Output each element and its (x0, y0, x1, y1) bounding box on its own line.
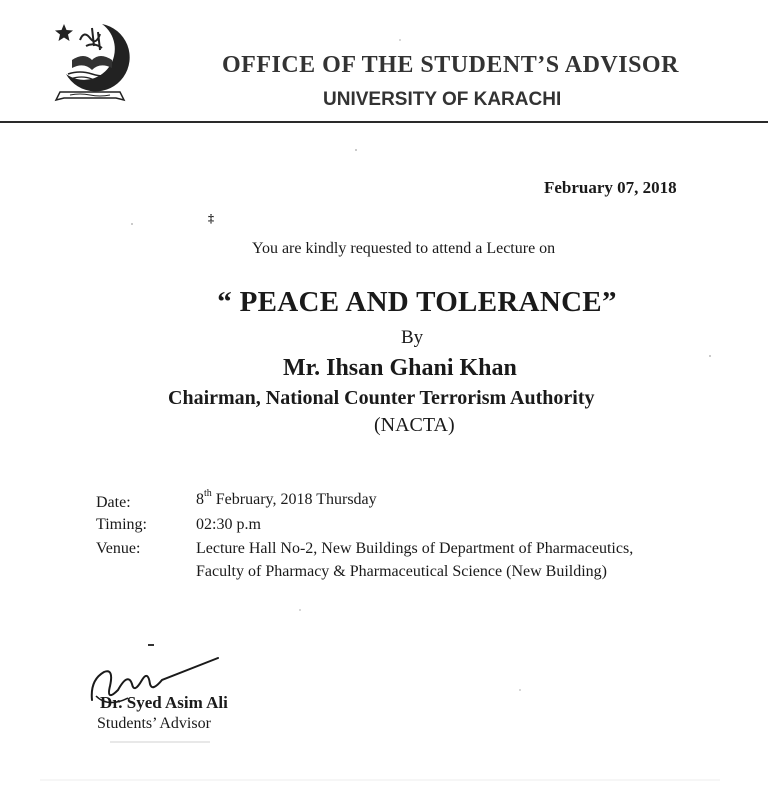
date-suffix: th (204, 488, 212, 499)
office-heading: OFFICE OF THE STUDENT’S ADVISOR (222, 52, 679, 78)
venue-line-1: Lecture Hall No-2, New Buildings of Department of Pharmaceutics, (196, 540, 634, 557)
speaker-org: (NACTA) (374, 414, 455, 436)
signer-role: Students’ Advisor (97, 715, 211, 732)
date-value (196, 488, 377, 509)
header-divider (0, 121, 768, 123)
speaker-name: Mr. Ihsan Ghani Khan (283, 355, 517, 381)
venue-line-2: Faculty of Pharmacy & Pharmaceutical Science (New Building) (196, 563, 607, 580)
date-rest: February, 2018 Thursday (211, 491, 377, 508)
stray-tick (148, 644, 154, 646)
university-crest-icon (50, 16, 130, 108)
university-heading: UNIVERSITY OF KARACHI (323, 89, 562, 110)
by-text: By (401, 327, 424, 348)
timing-value: 02:30 p.m (196, 516, 261, 533)
lecture-title: “ PEACE AND TOLERANCE” (217, 286, 617, 318)
intro-text: You are kindly requested to attend a Lecture on (252, 240, 556, 257)
date-label: Date: (96, 494, 131, 511)
venue-label: Venue: (96, 540, 141, 557)
stray-mark: ‡ (208, 211, 214, 225)
signer-name: Dr. Syed Asim Ali (100, 693, 228, 712)
letter-date: February 07, 2018 (544, 178, 677, 197)
timing-label: Timing: (96, 516, 147, 533)
speaker-position: Chairman, National Counter Terrorism Authority (168, 387, 595, 409)
date-day: 8 (196, 491, 204, 508)
